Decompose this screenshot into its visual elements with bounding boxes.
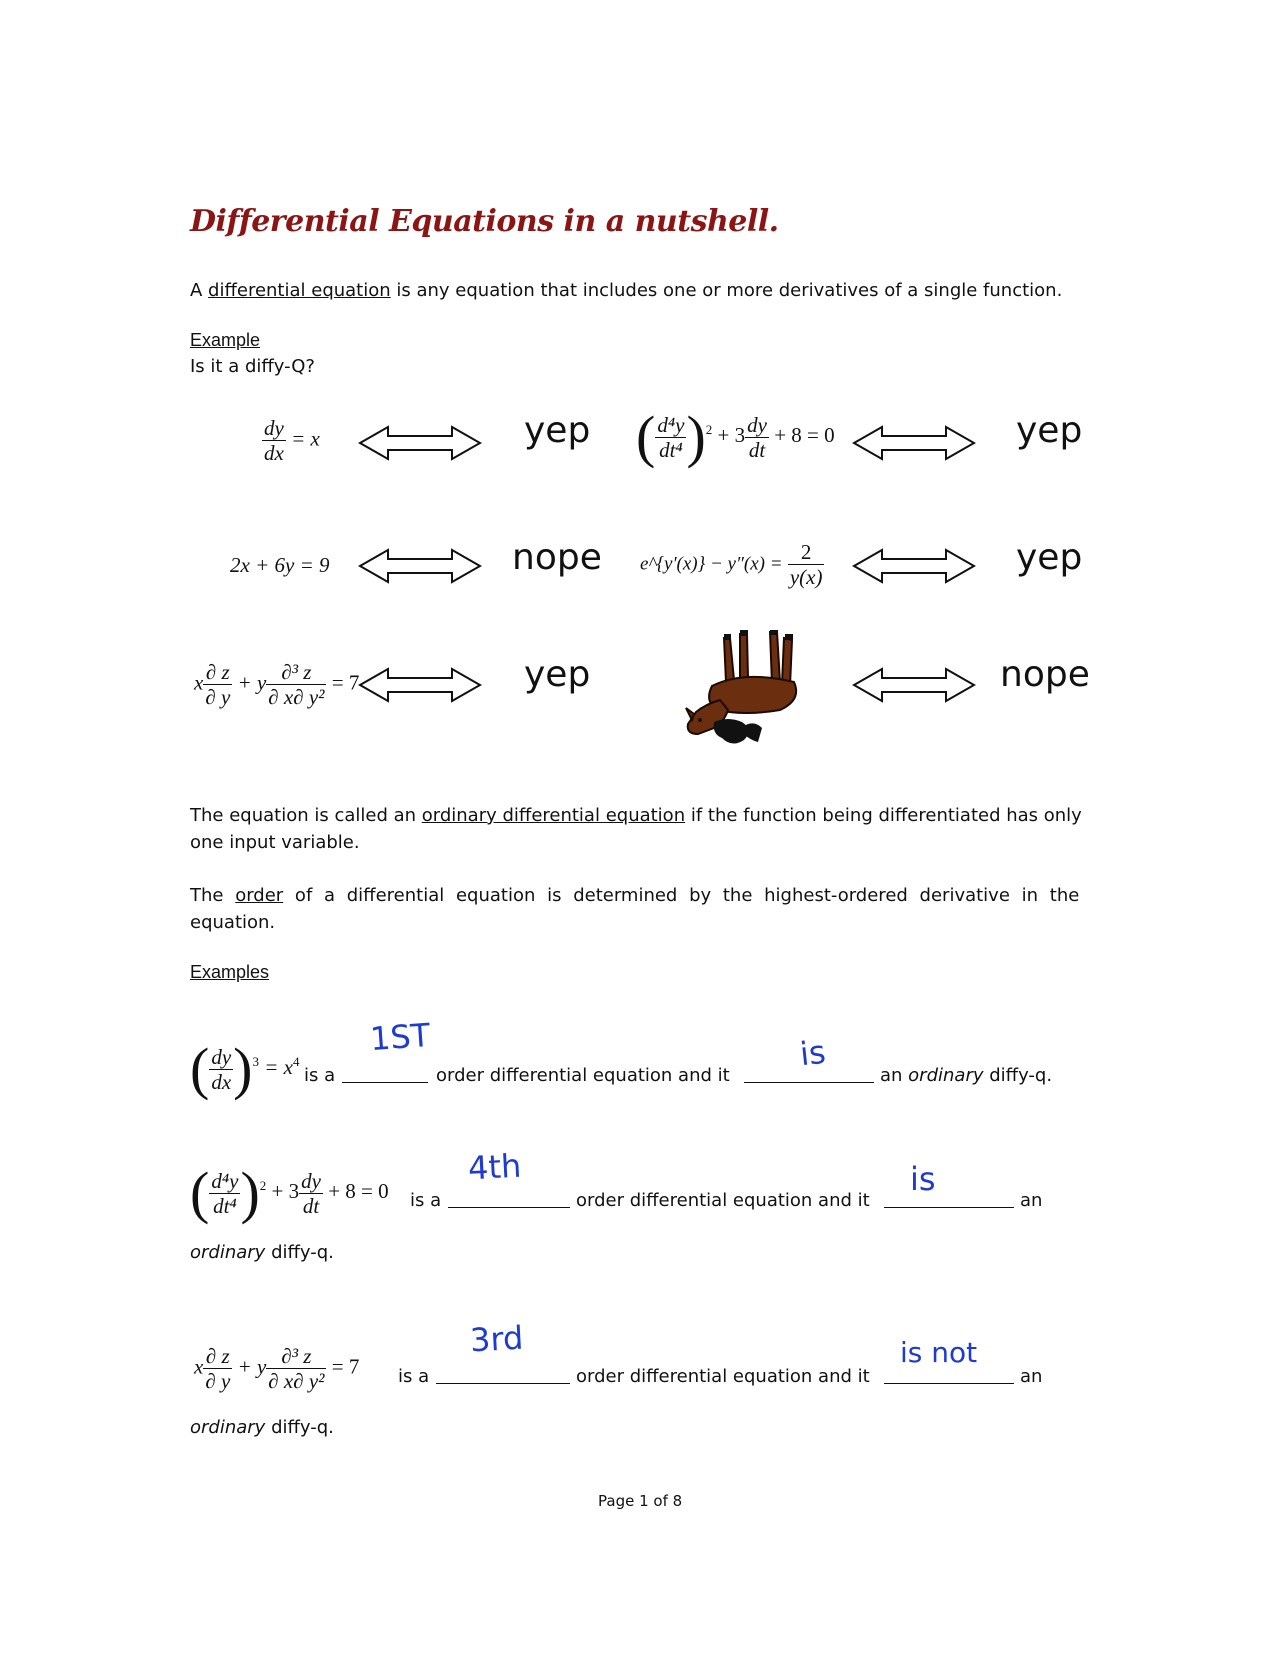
eq2-den2: dt xyxy=(748,437,766,462)
ex2-den: dt⁴ xyxy=(213,1193,237,1218)
ex3-handwritten-is: is not xyxy=(900,1336,978,1369)
verdict-5: yep xyxy=(524,654,591,695)
order-paragraph-line2: equation. xyxy=(190,912,276,933)
verdict-2: yep xyxy=(1016,410,1083,451)
eq1-den: dx xyxy=(264,441,284,465)
eq5-rhs: = 7 xyxy=(331,670,360,695)
ex2-num2: dy xyxy=(301,1168,321,1193)
ex3-handwritten-order: 3rd xyxy=(469,1318,525,1360)
double-arrow-icon xyxy=(358,547,482,585)
ex1-mid: order differential equation and it xyxy=(436,1065,730,1086)
ordinary-paragraph-line2: one input variable. xyxy=(190,832,360,853)
ex3-line2-post: diffy-q. xyxy=(265,1417,334,1438)
page-number: Page 1 of 8 xyxy=(598,1492,683,1510)
eq5-a: x xyxy=(194,670,204,695)
ex1-end-post: diffy-q. xyxy=(983,1065,1053,1086)
intro-pre: A xyxy=(190,280,209,301)
eq2-fraction-2 xyxy=(745,413,769,462)
eq2-paren-close: ) xyxy=(686,404,706,469)
double-arrow-icon xyxy=(852,666,976,704)
ordinary-post: if the function being differentiated has only xyxy=(685,805,1082,826)
ex3-b: + y xyxy=(237,1354,267,1379)
ex1-end xyxy=(880,1062,1052,1089)
ex1-rhs-exp: 4 xyxy=(292,1053,300,1069)
equation-3: 2x + 6y = 9 xyxy=(230,553,330,577)
ex2-order-blank[interactable] xyxy=(448,1187,570,1208)
ex1-end-italic: ordinary xyxy=(908,1065,984,1086)
eq2-num: d⁴y xyxy=(657,412,685,437)
eq5-den1: ∂ y xyxy=(205,685,231,709)
ex2-is-a: is a xyxy=(410,1190,442,1211)
ex3-is-a: is a xyxy=(398,1366,430,1387)
ex2-fraction xyxy=(209,1169,240,1218)
order-paragraph-line1 xyxy=(190,882,1079,909)
ex2-is-blank[interactable] xyxy=(884,1187,1014,1208)
eq4-den: y(x) xyxy=(789,565,823,589)
ex3-den1: ∂ y xyxy=(205,1369,231,1393)
order-post: of a differential equation is determined by the highest-ordered derivative in the xyxy=(283,885,1080,906)
ex2-exp: 2 xyxy=(259,1177,267,1193)
example-heading: Example xyxy=(190,330,261,350)
ordinary-pre: The equation is called an xyxy=(190,805,422,826)
page-title: Differential Equations in a nutshell. xyxy=(190,204,779,239)
ex3-rhs: = 7 xyxy=(331,1354,360,1379)
eq1-fraction xyxy=(262,416,286,465)
ex2-mid: + 3 xyxy=(271,1178,300,1203)
ex1-equation xyxy=(190,1036,300,1101)
ex3-fraction-2 xyxy=(266,1344,326,1393)
eq5-fraction-2 xyxy=(266,660,326,709)
ex2-handwritten-is: is xyxy=(910,1160,936,1198)
ex1-num: dy xyxy=(211,1044,232,1069)
ex1-end-pre: an xyxy=(880,1065,909,1086)
ex1-fraction xyxy=(209,1045,233,1094)
equation-2 xyxy=(636,404,835,469)
ex3-order-blank[interactable] xyxy=(436,1363,570,1384)
eq5-num1: ∂ z xyxy=(203,660,232,685)
verdict-1: yep xyxy=(524,410,591,451)
eq2-paren-open: ( xyxy=(636,404,656,469)
ex3-fraction-1 xyxy=(203,1344,232,1393)
double-arrow-icon xyxy=(852,424,976,462)
ex2-num: d⁴y xyxy=(211,1168,239,1193)
eq5-num2: ∂³ z xyxy=(266,660,326,685)
ordinary-paragraph-line1 xyxy=(190,802,1082,829)
eq1-num: dy xyxy=(264,416,284,440)
upside-down-horse-icon xyxy=(684,630,816,750)
ex3-num2: ∂³ z xyxy=(266,1344,326,1369)
ex3-num1: ∂ z xyxy=(203,1344,232,1369)
ex1-paren-close: ) xyxy=(233,1036,253,1101)
ex1-handwritten-is: is xyxy=(798,1032,828,1074)
ex2-paren-close: ) xyxy=(240,1160,260,1225)
ex1-handwritten-order: 1ST xyxy=(368,1015,432,1059)
eq2-exp: 2 xyxy=(705,421,713,437)
intro-post: is any equation that includes one or more derivatives of a single function. xyxy=(390,280,1063,301)
eq2-rhs: + 8 = 0 xyxy=(774,422,835,447)
ex3-end: an xyxy=(1020,1366,1043,1387)
ex2-line2 xyxy=(190,1239,334,1266)
ex1-rhs: = x xyxy=(264,1054,293,1079)
ex1-is-a: is a xyxy=(304,1065,336,1086)
equation-5 xyxy=(194,660,359,709)
eq4-fraction xyxy=(788,540,825,589)
ex2-paren-open: ( xyxy=(190,1160,210,1225)
verdict-6: nope xyxy=(1000,654,1090,695)
ex3-mid: order differential equation and it xyxy=(576,1366,870,1387)
eq2-num2: dy xyxy=(747,412,767,437)
eq5-den2: ∂ x∂ y² xyxy=(268,685,325,709)
ex3-line2-italic: ordinary xyxy=(190,1417,266,1438)
question: Is it a diffy-Q? xyxy=(190,356,315,377)
ex1-den: dx xyxy=(211,1069,232,1094)
ex3-den2: ∂ x∂ y² xyxy=(268,1369,325,1393)
intro-paragraph xyxy=(190,277,1062,304)
ex2-end: an xyxy=(1020,1190,1043,1211)
ex2-rhs: + 8 = 0 xyxy=(328,1178,389,1203)
ex1-paren-open: ( xyxy=(190,1036,210,1101)
ex3-equation xyxy=(194,1344,359,1393)
eq4-lhs: e^{y'(x)} − y″(x) = xyxy=(640,553,783,575)
equation-4 xyxy=(640,540,824,589)
intro-term: differential equation xyxy=(208,280,391,301)
ex2-line2-italic: ordinary xyxy=(190,1242,266,1263)
examples-heading: Examples xyxy=(190,962,270,982)
equation-1 xyxy=(262,416,320,465)
ex3-a: x xyxy=(194,1354,204,1379)
verdict-4: yep xyxy=(1016,537,1083,578)
double-arrow-icon xyxy=(358,424,482,462)
eq5-fraction-1 xyxy=(203,660,232,709)
ex2-line2-post: diffy-q. xyxy=(265,1242,334,1263)
ex2-mid: order differential equation and it xyxy=(576,1190,870,1211)
ex2-equation xyxy=(190,1160,389,1225)
double-arrow-icon xyxy=(852,547,976,585)
ex1-order-blank[interactable] xyxy=(342,1062,428,1083)
ex2-fraction-2 xyxy=(299,1169,323,1218)
eq2-den: dt⁴ xyxy=(659,437,683,462)
eq2-mid: + 3 xyxy=(717,422,746,447)
eq2-fraction xyxy=(655,413,686,462)
verdict-3: nope xyxy=(512,537,602,578)
eq1-rhs: = x xyxy=(291,426,320,451)
eq4-num: 2 xyxy=(788,540,825,565)
eq5-b: + y xyxy=(237,670,267,695)
ex2-handwritten-order: 4th xyxy=(467,1146,523,1188)
ex3-line2 xyxy=(190,1414,334,1441)
ex1-exp: 3 xyxy=(252,1053,259,1069)
order-term: order xyxy=(235,885,284,906)
ex2-den2: dt xyxy=(302,1193,320,1218)
ordinary-term: ordinary differential equation xyxy=(421,805,686,826)
order-pre: The xyxy=(190,885,236,906)
double-arrow-icon xyxy=(358,666,482,704)
